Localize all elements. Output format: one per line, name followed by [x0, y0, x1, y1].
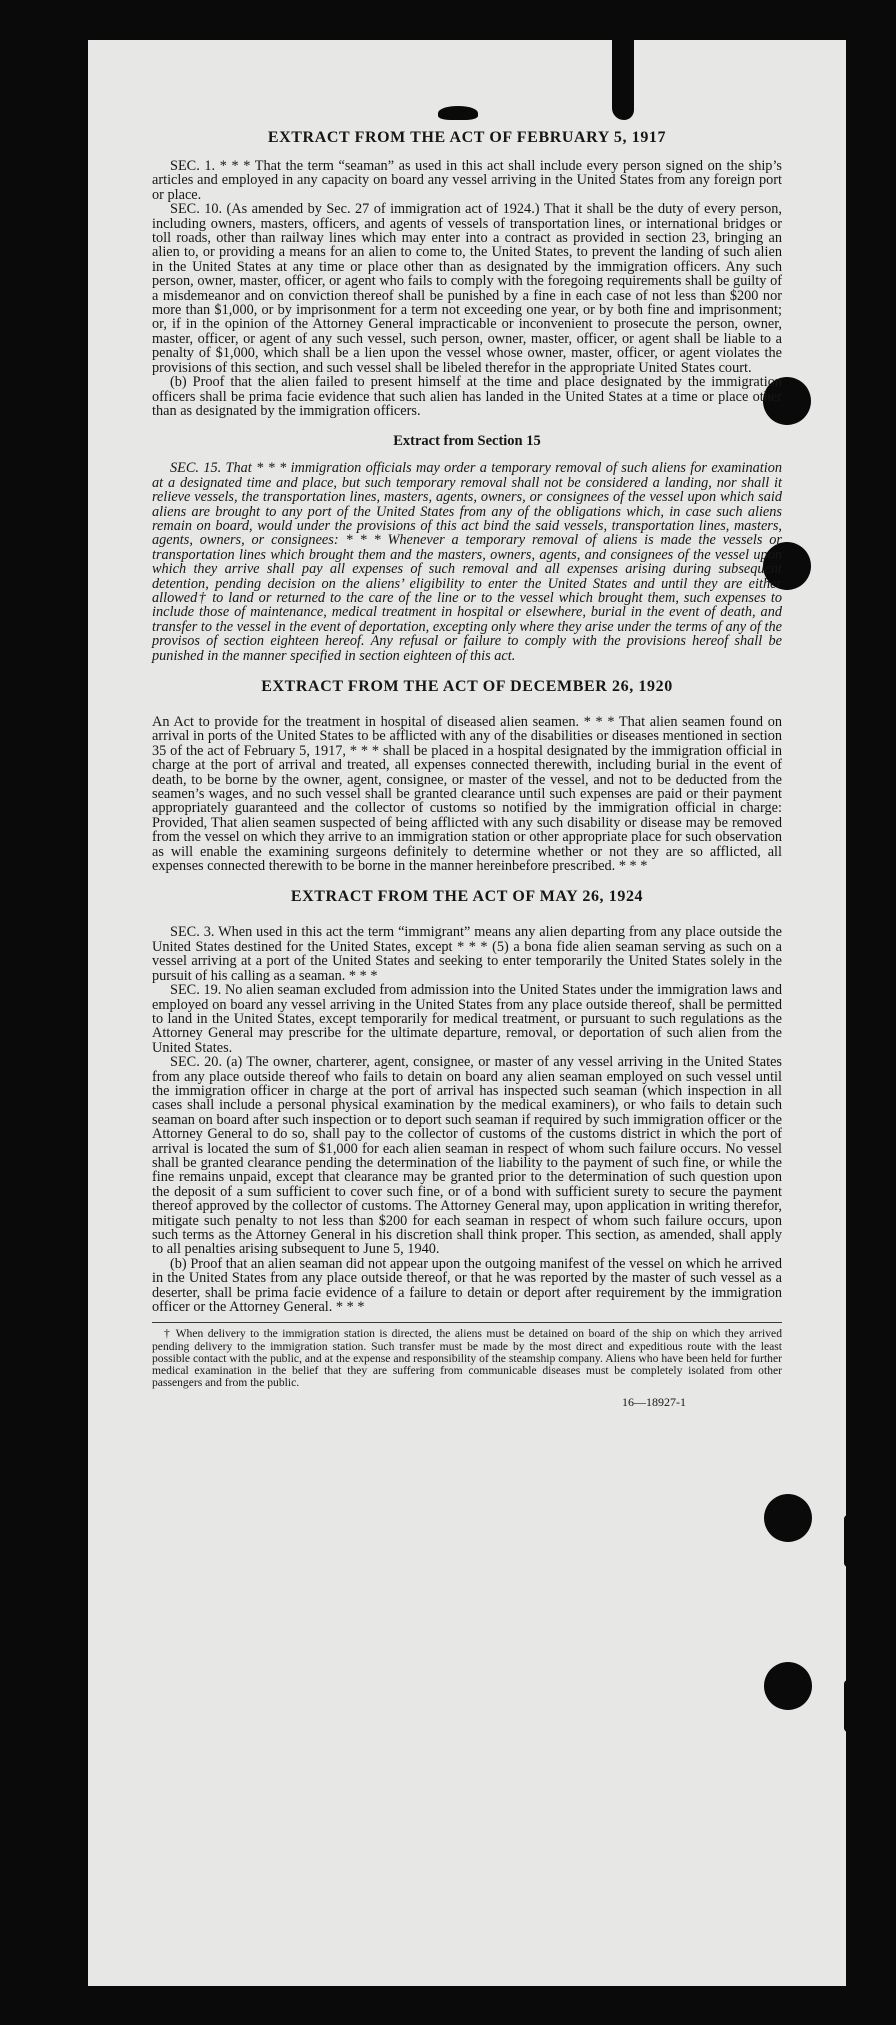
punch-hole: [764, 1494, 812, 1542]
section-heading-act-dec-1920: EXTRACT FROM THE ACT OF DECEMBER 26, 1920: [261, 678, 673, 695]
torn-edge-small: [438, 106, 478, 120]
paragraph-sec-10: SEC. 10. (As amended by Sec. 27 of immigration act of 1924.) That it shall be the duty of every person, including owners, masters, officers, and agents of vessels of transportation lines, or international bridges or toll roads, other than railway lines which may enter into a contract as provided in section 23, bringing an alien to, or providing a means for an alien to come to, the United States, to prevent the landing of such alien in the United States at any time or place other than as designated by the immigration officers. Any such person, owner, master, officer, or agent who fails to comply with the foregoing requirements shall be guilty of a misdemeanor and on conviction thereof shall be punished by a fine in each case of not less than $200 nor more than $1,000, or by imprisonment for a term not exceeding one year, or by both fine and imprisonment; or, if in the opinion of the Attorney General impracticable or inconvenient to prosecute the person, owner, master, officer, or agent of any such vessel, such person, owner, master, officer, or agent shall be liable to a penalty of $1,000, which shall be a lien upon the vessel whose owner, master, officer, or agent violates the provisions of this section, and such vessel shall be libeled therefor in the appropriate United States court.: [152, 201, 782, 376]
paragraph-act-1920: An Act to provide for the treatment in hospital of diseased alien seamen. * * * That alien seamen found on arrival in ports of the United States to be afflicted with any of the disabilities or diseases mentioned in section 35 of the act of February 5, 1917, * * * shall be placed in a hospital designated by the immigration official in charge at the port of arrival and treated, all expenses connected therewith, including burial in the event of death, to be borne by the owner, agent, consignee, or master of the vessel, and not to be deducted from the seamen’s wages, and no such vessel shall be granted clearance until such expenses are paid or their payment appropriately guaranteed and the collector of customs so notified by the immigration official in charge: Provided, That alien seamen suspected of being afflicted with any such disability or disease may be removed from the vessel on which they arrive to an immigration station or other appropriate place for such observation as will enable the examining surgeons definitely to determine whether or not they are so afflicted, all expenses connected therewith to be borne in the manner hereinbefore prescribed. * * *: [152, 714, 782, 875]
section-heading-act-may-1924: EXTRACT FROM THE ACT OF MAY 26, 1924: [290, 888, 644, 906]
edge-notch: [844, 1515, 852, 1567]
document-body: [152, 128, 782, 1410]
paragraph-sec-20-b: (b) Proof that an alien seaman did not appear upon the outgoing manifest of the vessel on which he arrived in the United States from any place outside thereof, or that he was reported by the master of such vessel as a deserter, shall be prima facie evidence of a failure to detain or deport after requirement by the immigration officer or the Attorney General. * * *: [152, 1255, 782, 1316]
paragraph-sec-20-a: SEC. 20. (a) The owner, charterer, agent, consignee, or master of any vessel arriving in the United States from any place outside thereof who fails to detain on board any alien seaman employed on such vessel until the immigration officer in charge at the port of arrival has inspected such seaman (which inspection in all cases shall include a personal physical examination by the medical examiners), or who fails to detain such seaman on board after such inspection or to deport such seaman if required by such immigration officer or the Attorney General to do so, shall pay to the collector of customs of the customs district in which the port of arrival is located the sum of $1,000 for each alien seaman in respect of whom such failure occurs. No vessel shall be granted clearance pending the determination of the liability to the payment of such fine, or while the fine remains unpaid, except that clearance may be granted prior to the determination of such question upon the deposit of a sum sufficient to cover such fine, or of a bond with sufficient surety to secure the payment thereof approved by the collector of customs. The Attorney General may, upon application in writing therefor, mitigate such penalty to not less than $200 for each seaman in respect of whom such failure occurs, upon such terms as the Attorney General in his discretion shall think proper. This section, as amended, shall apply to all penalties arising subsequent to June 5, 1940.: [152, 1054, 782, 1258]
document-page: [88, 40, 846, 1986]
punch-hole: [764, 1662, 812, 1710]
footnote: † When delivery to the immigration station is directed, the aliens must be detained on board of the ship on which they arrived pending delivery to the immigration station. Such transfer must be made by the most direct and expeditious route with the least possible contact with the public, and at the expense and responsibility of the steamship company. Aliens who have been held for further medical examination in the belief that they are suffering from communicable diseases must be completely isolated from other passengers and from the public.: [152, 1327, 782, 1390]
subsection-heading-sec-15: Extract from Section 15: [393, 433, 541, 450]
paragraph-sec-15: SEC. 15. That * * * immigration officials may order a temporary removal of such aliens for examination at a designated time and place, but such temporary removal shall not be considered a landing, nor shall it relieve vessels, the transportation lines, masters, agents, owners, or consignees of the vessel upon which said aliens are brought to any port of the United States from any of the obligations which, in case such aliens remain on board, would under the provisions of this act bind the said vessels, transportation lines, masters, agents, owners, or consignees: * * * Whenever a temporary removal of aliens is made the vessels or transportation lines which brought them and the masters, owners, agents, and consignees of the vessel upon which they arrive shall pay all expenses of such removal and all expenses arising during subsequent detention, pending decision on the aliens’ eligibility to enter the United States and until they are either allowed† to land or returned to the care of the line or to the vessel which brought them, such expenses to include those of maintenance, medical treatment in hospital or elsewhere, burial in the event of death, and transfer to the vessel in the event of deportation, excepting only where they arise under the terms of any of the provisos of section eighteen hereof. Any refusal or failure to comply with the provisions hereof shall be punished in the manner specified in section eighteen of this act.: [152, 460, 782, 664]
section-heading-act-feb-1917: EXTRACT FROM THE ACT OF FEBRUARY 5, 1917: [267, 129, 667, 146]
paragraph-sec-10-b: (b) Proof that the alien failed to present himself at the time and place designated by the immigration officers shall be prima facie evidence that such alien has landed in the United States at a time or place other than as designated by the immigration officers.: [152, 374, 782, 419]
paragraph-sec-3: SEC. 3. When used in this act the term “immigrant” means any alien departing from any place outside the United States destined for the United States, except * * * (5) a bona fide alien seaman serving as such on a vessel arriving at a port of the United States and seeking to enter temporarily the United States solely in the pursuit of his calling as a seaman. * * *: [152, 924, 782, 984]
torn-edge: [612, 40, 634, 120]
edge-notch: [844, 1680, 852, 1732]
paragraph-sec-1: SEC. 1. * * * That the term “seaman” as used in this act shall include every person signed on the ship’s articles and employed in any capacity on board any vessel arriving in the United States from any foreign port or place.: [152, 158, 782, 203]
form-code: 16—18927-1: [622, 1395, 686, 1410]
paragraph-sec-19: SEC. 19. No alien seaman excluded from admission into the United States under the immigration laws and employed on board any vessel arriving in the United States from any place outside thereof, shall be permitted to land in the United States, except temporarily for medical treatment, or pursuant to such regulations as the Attorney General may prescribe for the ultimate departure, removal, or deportation of such alien from the United States.: [152, 982, 782, 1056]
footnote-divider: [152, 1322, 782, 1323]
